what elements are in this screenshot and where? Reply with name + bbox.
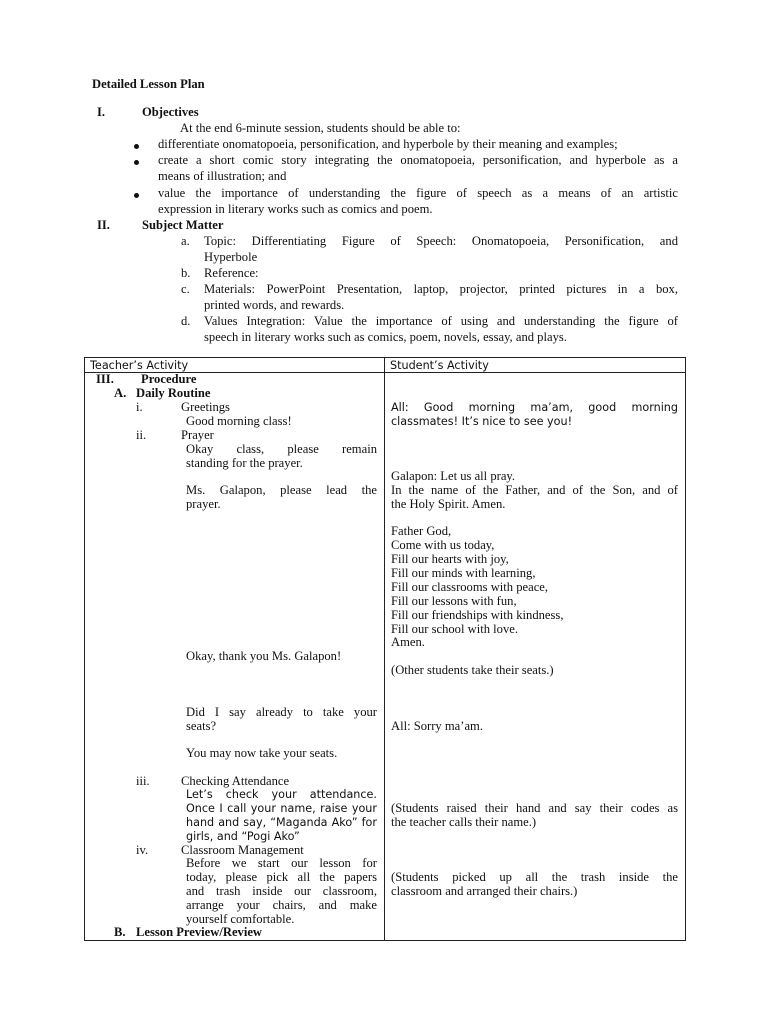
prayer-teacher-1-line-1: Okay class, please remain: [186, 442, 377, 456]
subject-item-letter: b.: [181, 266, 191, 280]
section-number-subject-matter: II.: [97, 218, 110, 232]
subject-item-letter: a.: [181, 234, 190, 248]
table-top-border: [84, 357, 686, 358]
prayer-student-4: All: Sorry ma’am.: [391, 719, 483, 733]
classroom-teacher-line-2: today, please pick all the papers: [186, 870, 377, 884]
prayer-student-3: (Other students take their seats.): [391, 663, 554, 677]
attendance-teacher-line-3: hand and say, “Maganda Ako” for: [186, 816, 377, 829]
prayer-teacher-3: Okay, thank you Ms. Galapon!: [186, 649, 342, 663]
attendance-teacher-line-2: Once I call your name, raise your: [186, 802, 377, 815]
classroom-number: iv.: [136, 843, 149, 857]
subject-item-letter: d.: [181, 314, 191, 328]
subject-item-materials-line-1: Materials: PowerPoint Presentation, laptop, projector, printed pictures in a box,: [204, 282, 678, 296]
subject-item-values-line-1: Values Integration: Value the importance of using and understanding the figure of: [204, 314, 678, 328]
table-bottom-border: [84, 940, 686, 941]
classroom-teacher-line-3: and trash inside our classroom,: [186, 884, 377, 898]
objective-bullet-2-line-2: means of illustration; and: [158, 169, 287, 183]
prayer-label: Prayer: [181, 428, 214, 442]
subject-item-reference: Reference:: [204, 266, 259, 280]
bullet-dot: [134, 160, 139, 165]
subject-item-values-line-2: speech in literary works such as comics, poem, novels, essay, and plays.: [204, 330, 567, 344]
greetings-student-line-1: All: Good morning ma’am, good morning: [391, 401, 678, 414]
bullet-dot: [134, 144, 139, 149]
subject-item-materials-line-2: printed words, and rewards.: [204, 298, 345, 312]
prayer-number: ii.: [136, 428, 147, 442]
subject-item-topic-line-1: Topic: Differentiating Figure of Speech: Onomatopoeia, Personification, and: [204, 234, 678, 248]
section-number-objectives: I.: [97, 105, 106, 119]
objective-bullet-3-line-2: expression in literary works such as comics and poem.: [158, 202, 433, 216]
prayer-teacher-1-line-2: standing for the prayer.: [186, 456, 303, 470]
daily-routine-heading: Daily Routine: [136, 386, 211, 400]
table-column-divider: [384, 357, 385, 941]
prayer-teacher-4-line-2: seats?: [186, 719, 217, 733]
prayer-teacher-2-line-2: prayer.: [186, 497, 221, 511]
greetings-student-line-2: classmates! It’s nice to see you!: [391, 415, 573, 428]
greetings-label: Greetings: [181, 400, 230, 414]
prayer-poem-line: Father God,: [391, 524, 452, 538]
prayer-teacher-2-line-1: Ms. Galapon, please lead the: [186, 483, 377, 497]
prayer-student-2-line-2: the Holy Spirit. Amen.: [391, 497, 506, 511]
prayer-poem-line: Fill our hearts with joy,: [391, 552, 509, 566]
prayer-student-1: Galapon: Let us all pray.: [391, 469, 516, 483]
subject-item-topic-line-2: Hyperbole: [204, 250, 258, 264]
prayer-poem-line: Fill our school with love.: [391, 622, 518, 636]
prayer-student-2-line-1: In the name of the Father, and of the Son, and of: [391, 483, 678, 497]
classroom-teacher-line-5: yourself comfortable.: [186, 912, 295, 926]
prayer-poem-line: Fill our classrooms with peace,: [391, 580, 549, 594]
table-right-border: [685, 357, 686, 941]
subject-item-letter: c.: [181, 282, 190, 296]
prayer-poem-line: Fill our lessons with fun,: [391, 594, 517, 608]
section-heading-objectives: Objectives: [142, 105, 199, 119]
attendance-teacher-line-4: girls, and “Pogi Ako”: [186, 830, 300, 843]
prayer-poem-line: Fill our friendships with kindness,: [391, 608, 564, 622]
column-header-student: Student’s Activity: [390, 359, 489, 372]
prayer-poem-line: Amen.: [391, 635, 425, 649]
classroom-label: Classroom Management: [181, 843, 304, 857]
attendance-student-line-1: (Students raised their hand and say their codes as: [391, 801, 678, 815]
prayer-teacher-4-line-1: Did I say already to take your: [186, 705, 377, 719]
bullet-dot: [134, 193, 139, 198]
objective-bullet-3-line-1: value the importance of understanding the figure of speech as a means of an artistic: [158, 186, 678, 200]
attendance-student-line-2: the teacher calls their name.): [391, 815, 537, 829]
section-heading-subject-matter: Subject Matter: [142, 218, 224, 232]
daily-routine-letter: A.: [114, 386, 127, 400]
objective-bullet-1: differentiate onomatopoeia, personification, and hyperbole by their meaning and examples;: [158, 137, 618, 151]
attendance-teacher-line-1: Let’s check your attendance.: [186, 788, 377, 801]
greetings-teacher-line: Good morning class!: [186, 414, 292, 428]
table-left-border: [84, 357, 85, 941]
greetings-number: i.: [136, 400, 143, 414]
attendance-number: iii.: [136, 774, 150, 788]
prayer-poem-line: Come with us today,: [391, 538, 495, 552]
classroom-student-line-2: classroom and arranged their chairs.): [391, 884, 578, 898]
objectives-intro: At the end 6-minute session, students should be able to:: [180, 121, 461, 135]
lesson-preview-letter: B.: [114, 925, 126, 939]
prayer-poem-line: Fill our minds with learning,: [391, 566, 536, 580]
document-title: Detailed Lesson Plan: [92, 77, 205, 91]
classroom-student-line-1: (Students picked up all the trash inside the: [391, 870, 678, 884]
procedure-number: III.: [96, 372, 114, 386]
prayer-teacher-5: You may now take your seats.: [186, 746, 338, 760]
classroom-teacher-line-1: Before we start our lesson for: [186, 856, 377, 870]
column-header-teacher: Teacher’s Activity: [90, 359, 189, 372]
objective-bullet-2-line-1: create a short comic story integrating the onomatopoeia, personification, and hyperbole as a: [158, 153, 678, 167]
attendance-label: Checking Attendance: [181, 774, 290, 788]
lesson-preview-heading: Lesson Preview/Review: [136, 925, 263, 939]
classroom-teacher-line-4: arrange your chairs, and make: [186, 898, 377, 912]
procedure-heading: Procedure: [141, 372, 197, 386]
